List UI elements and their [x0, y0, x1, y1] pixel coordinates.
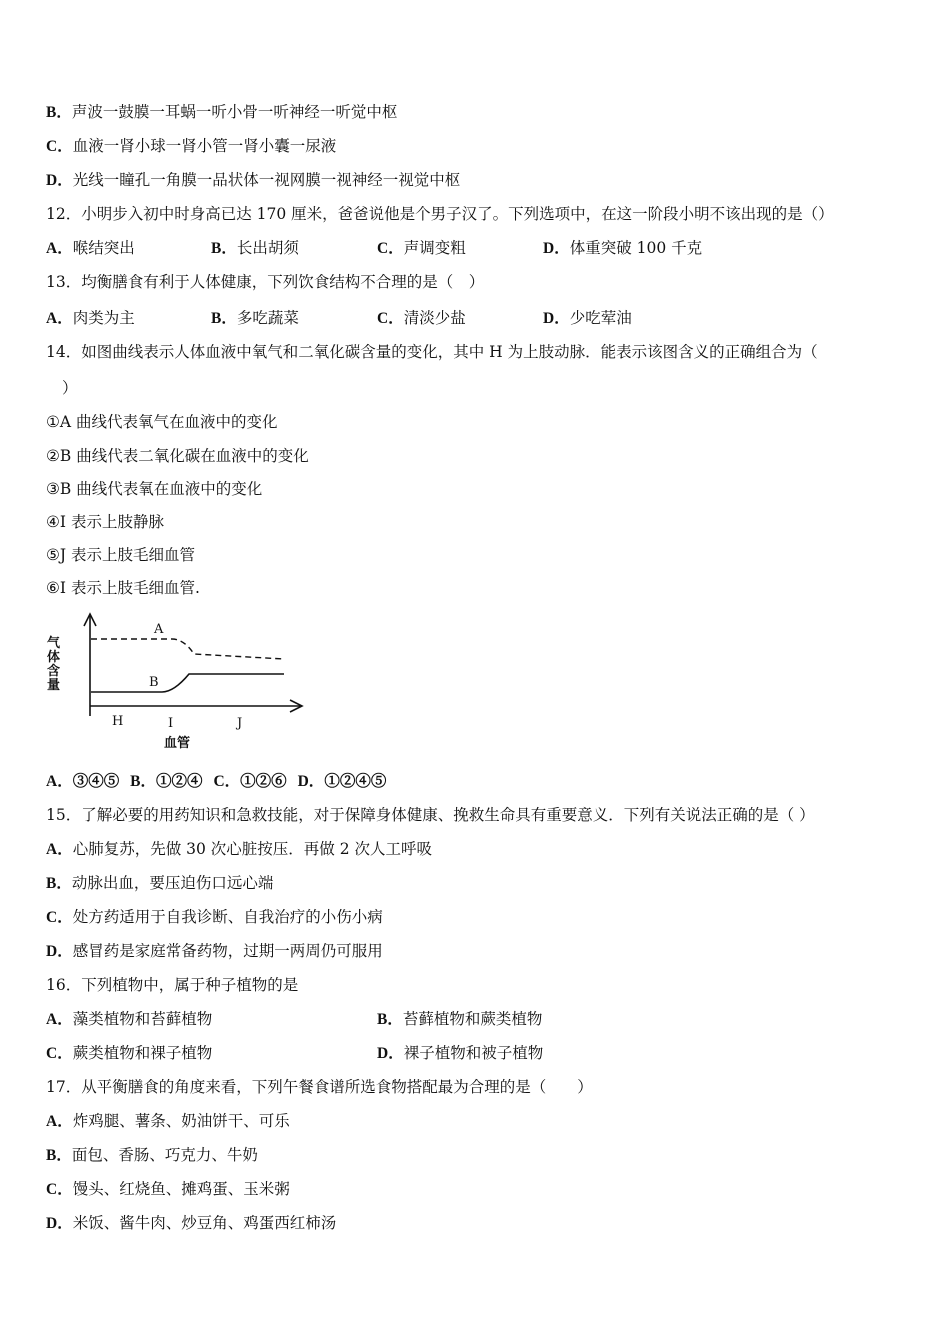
q17-option-a: [46, 1111, 290, 1132]
q15-option-a: [46, 839, 432, 860]
option-text: 喉结突出: [72, 239, 135, 257]
option-label: B．: [46, 1147, 72, 1164]
option-text: ③④⑤: [72, 773, 120, 790]
option-text: 体重突破 100 千克: [569, 239, 703, 257]
q15-option-c: [46, 907, 383, 928]
option-text: ①②⑥: [240, 773, 287, 790]
option-label: B．: [130, 773, 156, 790]
option-text: ①②④⑤: [324, 773, 387, 790]
option-label: B．: [377, 1011, 403, 1028]
option-label: B．: [211, 310, 237, 327]
option-label: A．: [46, 310, 73, 327]
q14-stem: 14．如图曲线表示人体血液中氧气和二氧化碳含量的变化，其中 H 为上肢动脉．能表示该图含义的正确组合为（: [46, 343, 818, 361]
y-label-char: 量: [47, 678, 61, 693]
option-label: C．: [46, 138, 73, 155]
option-label: A．: [46, 240, 73, 257]
q14-statement-1: ①A 曲线代表氧气在血液中的变化: [46, 413, 278, 431]
option-text: 处方药适用于自我诊断、自我治疗的小伤小病: [72, 908, 383, 926]
option-text: 声波一鼓膜一耳蜗一听小骨一听神经一听觉中枢: [71, 103, 398, 121]
option-label: C．: [377, 240, 404, 257]
q15-option-d: [46, 941, 383, 962]
curve-b-label: B: [149, 675, 159, 690]
x-tick-i: I: [168, 716, 174, 731]
x-tick-h: H: [112, 714, 124, 729]
option-label: C．: [377, 310, 404, 327]
option-text: 藻类植物和苔藓植物: [72, 1010, 213, 1028]
q12-option-d: [543, 238, 702, 259]
q12-option-a: [46, 238, 135, 259]
q13-stem: 13．均衡膳食有利于人体健康，下列饮食结构不合理的是（ ）: [46, 273, 485, 291]
option-label: D．: [543, 310, 570, 327]
q16-option-b: [377, 1009, 542, 1030]
q12-option-c: [377, 238, 466, 259]
gas-content-figure: [44, 606, 314, 754]
q13-option-d: [543, 308, 632, 329]
q17-option-d: [46, 1213, 336, 1234]
q17-stem: 17．从平衡膳食的角度来看，下列午餐食谱所选食物搭配最为合理的是（ ）: [46, 1078, 593, 1096]
option-text: 米饭、酱牛肉、炒豆角、鸡蛋西红柿汤: [72, 1214, 337, 1232]
option-label: A．: [46, 1113, 73, 1130]
option-text: 清淡少盐: [403, 309, 466, 327]
q14-options: [46, 771, 386, 792]
y-label-char: 含: [47, 664, 61, 679]
q14-statement-3: ③B 曲线代表氧在血液中的变化: [46, 480, 263, 498]
option-label: B．: [46, 104, 72, 121]
option-text: 光线一瞳孔一角膜一品状体一视网膜一视神经一视觉中枢: [72, 171, 461, 189]
option-text: 血液一肾小球一肾小管一肾小囊一尿液: [72, 137, 337, 155]
q15-stem: 15．了解必要的用药知识和急救技能，对于保障身体健康、挽救生命具有重要意义．下列有关说法正确的是（ ）: [46, 806, 815, 824]
curve-a-label: A: [154, 622, 164, 637]
q12-stem: 12．小明步入初中时身高已达 170 厘米，爸爸说他是个男子汉了。下列选项中，在这一阶段小明不该出现的是（）: [46, 205, 834, 223]
q11-option-b: [46, 102, 397, 123]
q16-stem: 16．下列植物中，属于种子植物的是: [46, 976, 299, 994]
q16-option-d: [377, 1043, 543, 1064]
q13-option-a: [46, 308, 135, 329]
option-text: 感冒药是家庭常备药物，过期一两周仍可服用: [72, 942, 383, 960]
option-label: A．: [46, 1011, 73, 1028]
q13-option-c: [377, 308, 466, 329]
option-label: C．: [46, 1181, 73, 1198]
option-label: B．: [46, 875, 72, 892]
q14-statement-5: ⑤J 表示上肢毛细血管: [46, 546, 196, 564]
option-text: ①②④: [156, 773, 203, 790]
option-label: A．: [46, 841, 73, 858]
option-text: 长出胡须: [236, 239, 299, 257]
option-label: D．: [46, 943, 73, 960]
q14-statement-2: ②B 曲线代表二氧化碳在血液中的变化: [46, 447, 309, 465]
q15-option-b: [46, 873, 273, 894]
q16-option-a: [46, 1009, 212, 1030]
q14-statement-4: ④I 表示上肢静脉: [46, 513, 164, 531]
q11-option-c: [46, 136, 336, 157]
option-label: D．: [46, 1215, 73, 1232]
option-text: 苔藓植物和蕨类植物: [402, 1010, 543, 1028]
option-label: D．: [46, 172, 73, 189]
x-tick-j: J: [237, 716, 243, 731]
option-label: B．: [211, 240, 237, 257]
option-label: D．: [297, 773, 325, 790]
option-text: 少吃荤油: [569, 309, 632, 327]
x-axis-label: 血管: [164, 736, 191, 751]
q14-stem-continued: ）: [62, 379, 78, 397]
option-label: A．: [46, 773, 73, 790]
option-text: 面包、香肠、巧克力、牛奶: [71, 1146, 258, 1164]
q11-option-d: [46, 170, 460, 191]
option-label: D．: [377, 1045, 404, 1062]
option-label: C．: [213, 773, 241, 790]
curve-a: [91, 639, 284, 659]
option-text: 心肺复苏，先做 30 次心脏按压．再做 2 次人工呼吸: [72, 840, 432, 858]
q17-option-b: [46, 1145, 258, 1166]
q17-option-c: [46, 1179, 290, 1200]
option-text: 多吃蔬菜: [236, 309, 299, 327]
option-text: 声调变粗: [403, 239, 466, 257]
option-text: 动脉出血，要压迫伤口远心端: [71, 874, 274, 892]
option-text: 炸鸡腿、薯条、奶油饼干、可乐: [72, 1112, 290, 1130]
y-label-char: 体: [47, 650, 61, 665]
q14-statement-6: ⑥I 表示上肢毛细血管.: [46, 579, 200, 597]
option-text: 蕨类植物和裸子植物: [72, 1044, 213, 1062]
q16-option-c: [46, 1043, 212, 1064]
option-text: 裸子植物和被子植物: [403, 1044, 544, 1062]
option-label: D．: [543, 240, 570, 257]
curve-b: [91, 674, 284, 692]
option-label: C．: [46, 1045, 73, 1062]
y-label-char: 气: [47, 636, 61, 651]
option-text: 肉类为主: [72, 309, 135, 327]
option-text: 馒头、红烧鱼、摊鸡蛋、玉米粥: [72, 1180, 290, 1198]
option-label: C．: [46, 909, 73, 926]
q12-option-b: [211, 238, 299, 259]
q13-option-b: [211, 308, 299, 329]
